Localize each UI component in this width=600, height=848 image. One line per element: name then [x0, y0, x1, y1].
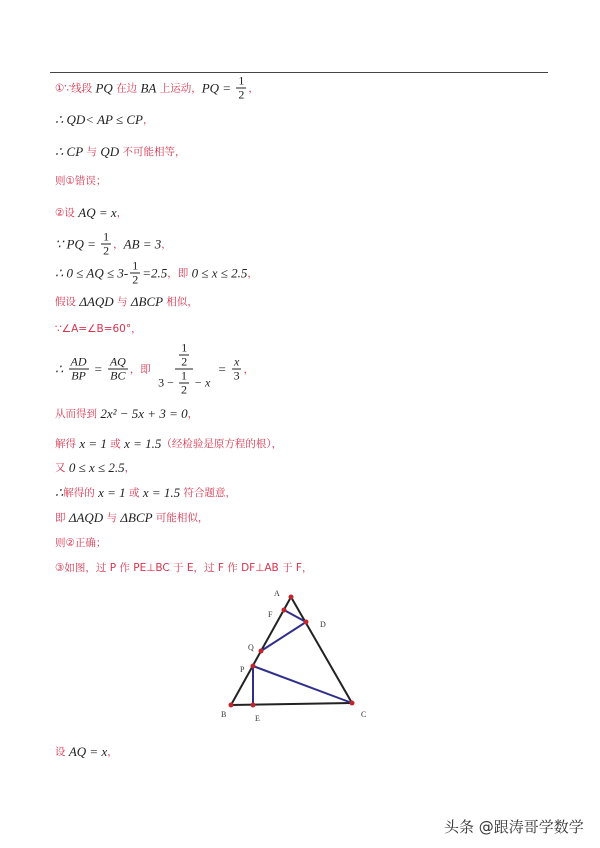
math-expression: AD: [70, 354, 87, 369]
text-segment: 与: [83, 146, 101, 158]
math-expression: =: [90, 361, 106, 376]
math-expression: ΔBCP: [120, 510, 153, 525]
text-segment: ，即: [167, 267, 192, 279]
solution-line: [55, 322, 142, 336]
solution-line: [55, 486, 236, 500]
math-expression: − x: [190, 375, 211, 390]
segment-qd: [261, 622, 306, 651]
text-segment: ，: [161, 238, 172, 250]
text-segment: 或: [125, 487, 143, 499]
math-expression: ∴ 0 ≤ AQ ≤ 3-: [55, 265, 129, 280]
fraction: [179, 342, 189, 369]
math-expression: BC: [110, 368, 126, 383]
text-segment: ∵∠A=∠B=60°，: [55, 323, 142, 335]
text-segment: 相似，: [163, 296, 198, 308]
math-expression: 2: [238, 87, 245, 102]
label-f: F: [268, 610, 273, 619]
text-segment: ，: [113, 238, 124, 250]
math-expression: 0 ≤ x ≤ 2.5: [191, 265, 248, 280]
denominator: [179, 384, 189, 397]
header-rule: [50, 72, 548, 73]
text-segment: 不可能相等，: [119, 146, 186, 158]
math-expression: PQ: [95, 80, 113, 95]
text-segment: 在边: [112, 82, 141, 94]
fraction: [130, 260, 140, 287]
solution-line: [55, 536, 106, 550]
fraction: [232, 356, 242, 383]
numerator: [179, 342, 189, 356]
solution-line: [55, 295, 198, 309]
math-expression: AQ = x: [78, 205, 117, 220]
denominator: [156, 370, 212, 397]
solution-line: [55, 174, 106, 188]
math-expression: ∴ QD< AP ≤ CP: [55, 112, 143, 127]
text-segment: 假设: [55, 296, 80, 308]
math-expression: 2: [181, 354, 188, 369]
text-segment: 设: [55, 746, 69, 758]
text-segment: ，: [116, 207, 128, 219]
solution-line: [55, 260, 258, 287]
fraction: [101, 231, 111, 258]
math-expression: QD: [100, 144, 120, 159]
text-segment: ③如图，过 P 作 PE⊥BC 于 E，过 F 作 DF⊥AB 于 F，: [55, 562, 313, 574]
label-p: P: [240, 665, 245, 674]
numerator: [232, 356, 241, 370]
math-expression: ΔAQD: [79, 294, 114, 309]
text-segment: ，即: [129, 363, 155, 375]
fraction: [179, 370, 189, 397]
solution-line: [55, 437, 282, 451]
solution-line: [55, 511, 208, 525]
math-expression: 3 −: [158, 375, 177, 390]
math-expression: x = 1.5: [142, 485, 181, 500]
solution-line: [55, 231, 172, 258]
numerator: [108, 356, 128, 370]
watermark: 头条 @跟涛哥学数学: [444, 818, 584, 836]
text-segment: 又: [55, 462, 69, 474]
solution-line: [55, 75, 259, 102]
text-segment: 与: [103, 512, 121, 524]
solution-line: [55, 113, 153, 127]
math-expression: ΔAQD: [68, 510, 104, 525]
denominator: [179, 356, 189, 369]
text-segment: 上运动，: [156, 82, 202, 94]
side-bc: [231, 703, 352, 705]
text-segment: ，: [187, 408, 199, 420]
point-p: [251, 664, 256, 669]
label-d: D: [320, 620, 326, 629]
point-f: [282, 608, 287, 613]
label-q: Q: [248, 643, 254, 652]
denominator: [232, 370, 242, 383]
text-segment: ②设: [55, 207, 79, 219]
math-expression: =: [214, 361, 230, 376]
text-segment: 解得: [55, 438, 80, 450]
math-expression: 2: [180, 382, 187, 397]
point-d: [304, 620, 309, 625]
math-expression: BP: [71, 368, 86, 383]
numerator: [130, 260, 140, 274]
label-b: B: [221, 710, 227, 719]
solution-line: [55, 745, 118, 759]
numerator: [175, 342, 193, 370]
text-segment: ，: [124, 462, 136, 474]
math-expression: x = 1.5: [124, 436, 162, 451]
text-segment: 则①错误；: [55, 175, 107, 187]
math-expression: 3: [233, 368, 240, 383]
label-c: C: [361, 710, 367, 719]
math-expression: x = 1: [98, 485, 126, 500]
solution-line: [55, 561, 312, 575]
numerator: [101, 231, 111, 245]
point-e: [251, 703, 256, 708]
denominator: [69, 370, 88, 383]
numerator: [179, 370, 189, 384]
point-a: [289, 595, 294, 600]
math-expression: ∴ CP: [55, 144, 84, 159]
side-ac: [291, 597, 352, 703]
math-expression: BA: [140, 80, 157, 95]
math-expression: AQ: [109, 354, 126, 369]
math-expression: 2: [103, 243, 110, 258]
math-expression: 1: [238, 73, 245, 88]
label-a: A: [274, 589, 280, 598]
math-expression: ∴: [55, 361, 67, 376]
text-segment: 即: [55, 512, 69, 524]
fraction: [236, 75, 246, 102]
text-segment: 符合题意，: [180, 487, 236, 499]
math-expression: ΔBCP: [130, 294, 164, 309]
triangle-figure: [210, 580, 380, 730]
numerator: [236, 75, 246, 89]
text-segment: ，: [107, 746, 118, 758]
denominator: [101, 245, 111, 258]
text-segment: ，: [248, 82, 259, 94]
text-segment: 解得的: [63, 487, 99, 499]
math-expression: 2: [132, 272, 139, 287]
math-expression: PQ =: [201, 80, 235, 95]
text-segment: 从而得到: [55, 408, 101, 420]
fraction: [69, 356, 89, 383]
math-expression: ∵ PQ =: [55, 236, 100, 251]
math-expression: 1: [181, 340, 188, 355]
text-segment: 与: [113, 296, 131, 308]
denominator: [108, 370, 127, 383]
text-segment: ，: [142, 114, 154, 126]
label-e: E: [255, 714, 260, 723]
text-segment: ①∵线段: [55, 82, 96, 94]
math-expression: AB = 3: [123, 236, 162, 251]
math-expression: 1: [132, 258, 139, 273]
denominator: [236, 89, 246, 102]
segment-pc: [253, 666, 352, 703]
text-segment: 则②正确；: [55, 537, 107, 549]
point-c: [350, 701, 355, 706]
solution-line: [55, 461, 135, 475]
math-expression: x = 1: [79, 436, 107, 451]
numerator: [69, 356, 89, 370]
math-expression: =2.5: [142, 265, 168, 280]
point-b: [229, 703, 234, 708]
denominator: [130, 274, 140, 287]
solution-line: [55, 407, 198, 421]
math-expression: x: [233, 354, 240, 369]
math-expression: AQ = x: [68, 744, 108, 759]
math-expression: 2x² − 5x + 3 = 0: [100, 406, 188, 421]
solution-line: [55, 206, 127, 220]
solution-line: [55, 342, 254, 397]
text-segment: ，: [243, 363, 255, 375]
math-expression: ∴: [55, 485, 64, 500]
fraction: [108, 356, 128, 383]
point-q: [259, 649, 264, 654]
text-segment: 可能相似，: [152, 512, 209, 524]
text-segment: ，: [247, 267, 258, 279]
math-expression: 0 ≤ x ≤ 2.5: [68, 460, 125, 475]
math-expression: 1: [103, 229, 110, 244]
text-segment: （经检验是原方程的根），: [161, 438, 283, 450]
math-expression: 1: [180, 368, 187, 383]
solution-line: [55, 145, 185, 159]
text-segment: 或: [106, 438, 125, 450]
fraction: [156, 342, 212, 397]
